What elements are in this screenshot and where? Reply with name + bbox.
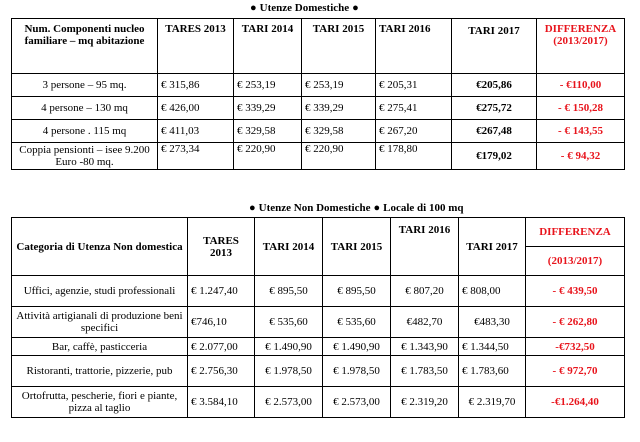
cell-tares-2013: € 1.247,40 [188, 276, 255, 307]
row-label: Ortofrutta, pescherie, fiori e piante, pizza al taglio [12, 387, 188, 418]
domestic-table [11, 18, 625, 170]
column-header: TARI 2017 [452, 19, 537, 74]
non-domestic-table [11, 217, 625, 418]
column-header-difference: DIFFERENZA [526, 218, 625, 247]
cell-tares-2013: € 411,03 [158, 120, 234, 143]
cell-tari-2017: € 808,00 [459, 276, 526, 307]
cell-tari-2014: € 220,90 [234, 143, 302, 170]
column-header: Categoria di Utenza Non domestica [12, 218, 188, 276]
cell-tari-2017: € 2.319,70 [459, 387, 526, 418]
table-header-row [12, 19, 625, 74]
cell-tari-2017: € 1.783,60 [459, 356, 526, 387]
cell-tari-2016: € 2.319,20 [391, 387, 459, 418]
cell-difference: - € 150,28 [537, 97, 625, 120]
cell-tari-2015: € 253,19 [302, 74, 376, 97]
table-row [12, 97, 625, 120]
cell-tares-2013: € 315,86 [158, 74, 234, 97]
column-header-difference-years: (2013/2017) [526, 247, 625, 276]
cell-tari-2015: € 1.978,50 [323, 356, 391, 387]
table-row [12, 120, 625, 143]
column-header: TARI 2016 [391, 218, 459, 276]
cell-tari-2015: € 339,29 [302, 97, 376, 120]
row-label: 4 persone – 130 mq [12, 97, 158, 120]
cell-tari-2015: € 1.490,90 [323, 338, 391, 356]
cell-tari-2017: €483,30 [459, 307, 526, 338]
column-header: TARI 2014 [255, 218, 323, 276]
cell-tari-2016: € 267,20 [376, 120, 452, 143]
bullet-icon: ● [352, 2, 359, 14]
cell-tari-2014: € 1.978,50 [255, 356, 323, 387]
cell-tari-2014: € 895,50 [255, 276, 323, 307]
row-label: Coppia pensionti – isee 9.200 Euro -80 mq. [12, 143, 158, 170]
column-header: TARI 2015 [323, 218, 391, 276]
row-label: Uffici, agenzie, studi professionali [12, 276, 188, 307]
cell-tari-2017: €275,72 [452, 97, 537, 120]
cell-tari-2014: € 329,58 [234, 120, 302, 143]
cell-tari-2016: € 178,80 [376, 143, 452, 170]
cell-tari-2017: €179,02 [452, 143, 537, 170]
cell-tari-2014: € 339,29 [234, 97, 302, 120]
row-label: Attività artigianali di produzione beni specifici [12, 307, 188, 338]
cell-difference: -€732,50 [526, 338, 625, 356]
non-domestic-caption [246, 202, 464, 214]
table-row [12, 338, 625, 356]
column-header: TARES 2013 [188, 218, 255, 276]
table-header-row [12, 218, 625, 247]
cell-tares-2013: € 2.756,30 [188, 356, 255, 387]
cell-difference: - € 143,55 [537, 120, 625, 143]
cell-tari-2017: €205,86 [452, 74, 537, 97]
table-row [12, 387, 625, 418]
cell-tares-2013: € 3.584,10 [188, 387, 255, 418]
column-header: Num. Componenti nucleo familiare – mq abitazione [12, 19, 158, 74]
cell-tares-2013: € 2.077,00 [188, 338, 255, 356]
cell-tari-2016: €482,70 [391, 307, 459, 338]
cell-difference: -€1.264,40 [526, 387, 625, 418]
row-label: Ristoranti, trattorie, pizzerie, pub [12, 356, 188, 387]
cell-tari-2016: € 1.783,50 [391, 356, 459, 387]
column-header: TARI 2017 [459, 218, 526, 276]
cell-difference: - € 972,70 [526, 356, 625, 387]
table-row [12, 356, 625, 387]
cell-difference: - € 439,50 [526, 276, 625, 307]
cell-tari-2014: € 2.573,00 [255, 387, 323, 418]
cell-tari-2015: € 220,90 [302, 143, 376, 170]
non-domestic-caption-sub: Locale di 100 mq [383, 202, 464, 214]
column-header: TARI 2015 [302, 19, 376, 74]
cell-tari-2015: € 535,60 [323, 307, 391, 338]
cell-tari-2017: € 1.344,50 [459, 338, 526, 356]
column-header: TARI 2016 [376, 19, 452, 74]
cell-tari-2017: €267,48 [452, 120, 537, 143]
column-header: TARI 2014 [234, 19, 302, 74]
table-row [12, 307, 625, 338]
row-label: 4 persone . 115 mq [12, 120, 158, 143]
table-row [12, 143, 625, 170]
column-header: TARES 2013 [158, 19, 234, 74]
table-row [12, 276, 625, 307]
cell-tari-2015: € 895,50 [323, 276, 391, 307]
cell-tares-2013: € 273,34 [158, 143, 234, 170]
cell-tari-2016: € 275,41 [376, 97, 452, 120]
cell-tari-2015: € 329,58 [302, 120, 376, 143]
cell-tari-2016: € 205,31 [376, 74, 452, 97]
bullet-icon: ● [249, 202, 256, 214]
cell-difference: - €110,00 [537, 74, 625, 97]
cell-tari-2016: € 807,20 [391, 276, 459, 307]
cell-tares-2013: € 426,00 [158, 97, 234, 120]
cell-tari-2016: € 1.343,90 [391, 338, 459, 356]
cell-tari-2015: € 2.573,00 [323, 387, 391, 418]
domestic-caption [247, 2, 362, 14]
bullet-icon: ● [373, 202, 381, 214]
row-label: 3 persone – 95 mq. [12, 74, 158, 97]
domestic-caption-text: Utenze Domestiche [259, 2, 350, 14]
table-row [12, 74, 625, 97]
non-domestic-caption-text: Utenze Non Domestiche [258, 202, 371, 214]
cell-tari-2014: € 253,19 [234, 74, 302, 97]
cell-tari-2014: € 535,60 [255, 307, 323, 338]
cell-difference: - € 94,32 [537, 143, 625, 170]
column-header-difference: DIFFERENZA (2013/2017) [537, 19, 625, 74]
cell-tari-2014: € 1.490,90 [255, 338, 323, 356]
bullet-icon: ● [250, 2, 257, 14]
row-label: Bar, caffè, pasticceria [12, 338, 188, 356]
cell-tares-2013: €746,10 [188, 307, 255, 338]
cell-difference: - € 262,80 [526, 307, 625, 338]
